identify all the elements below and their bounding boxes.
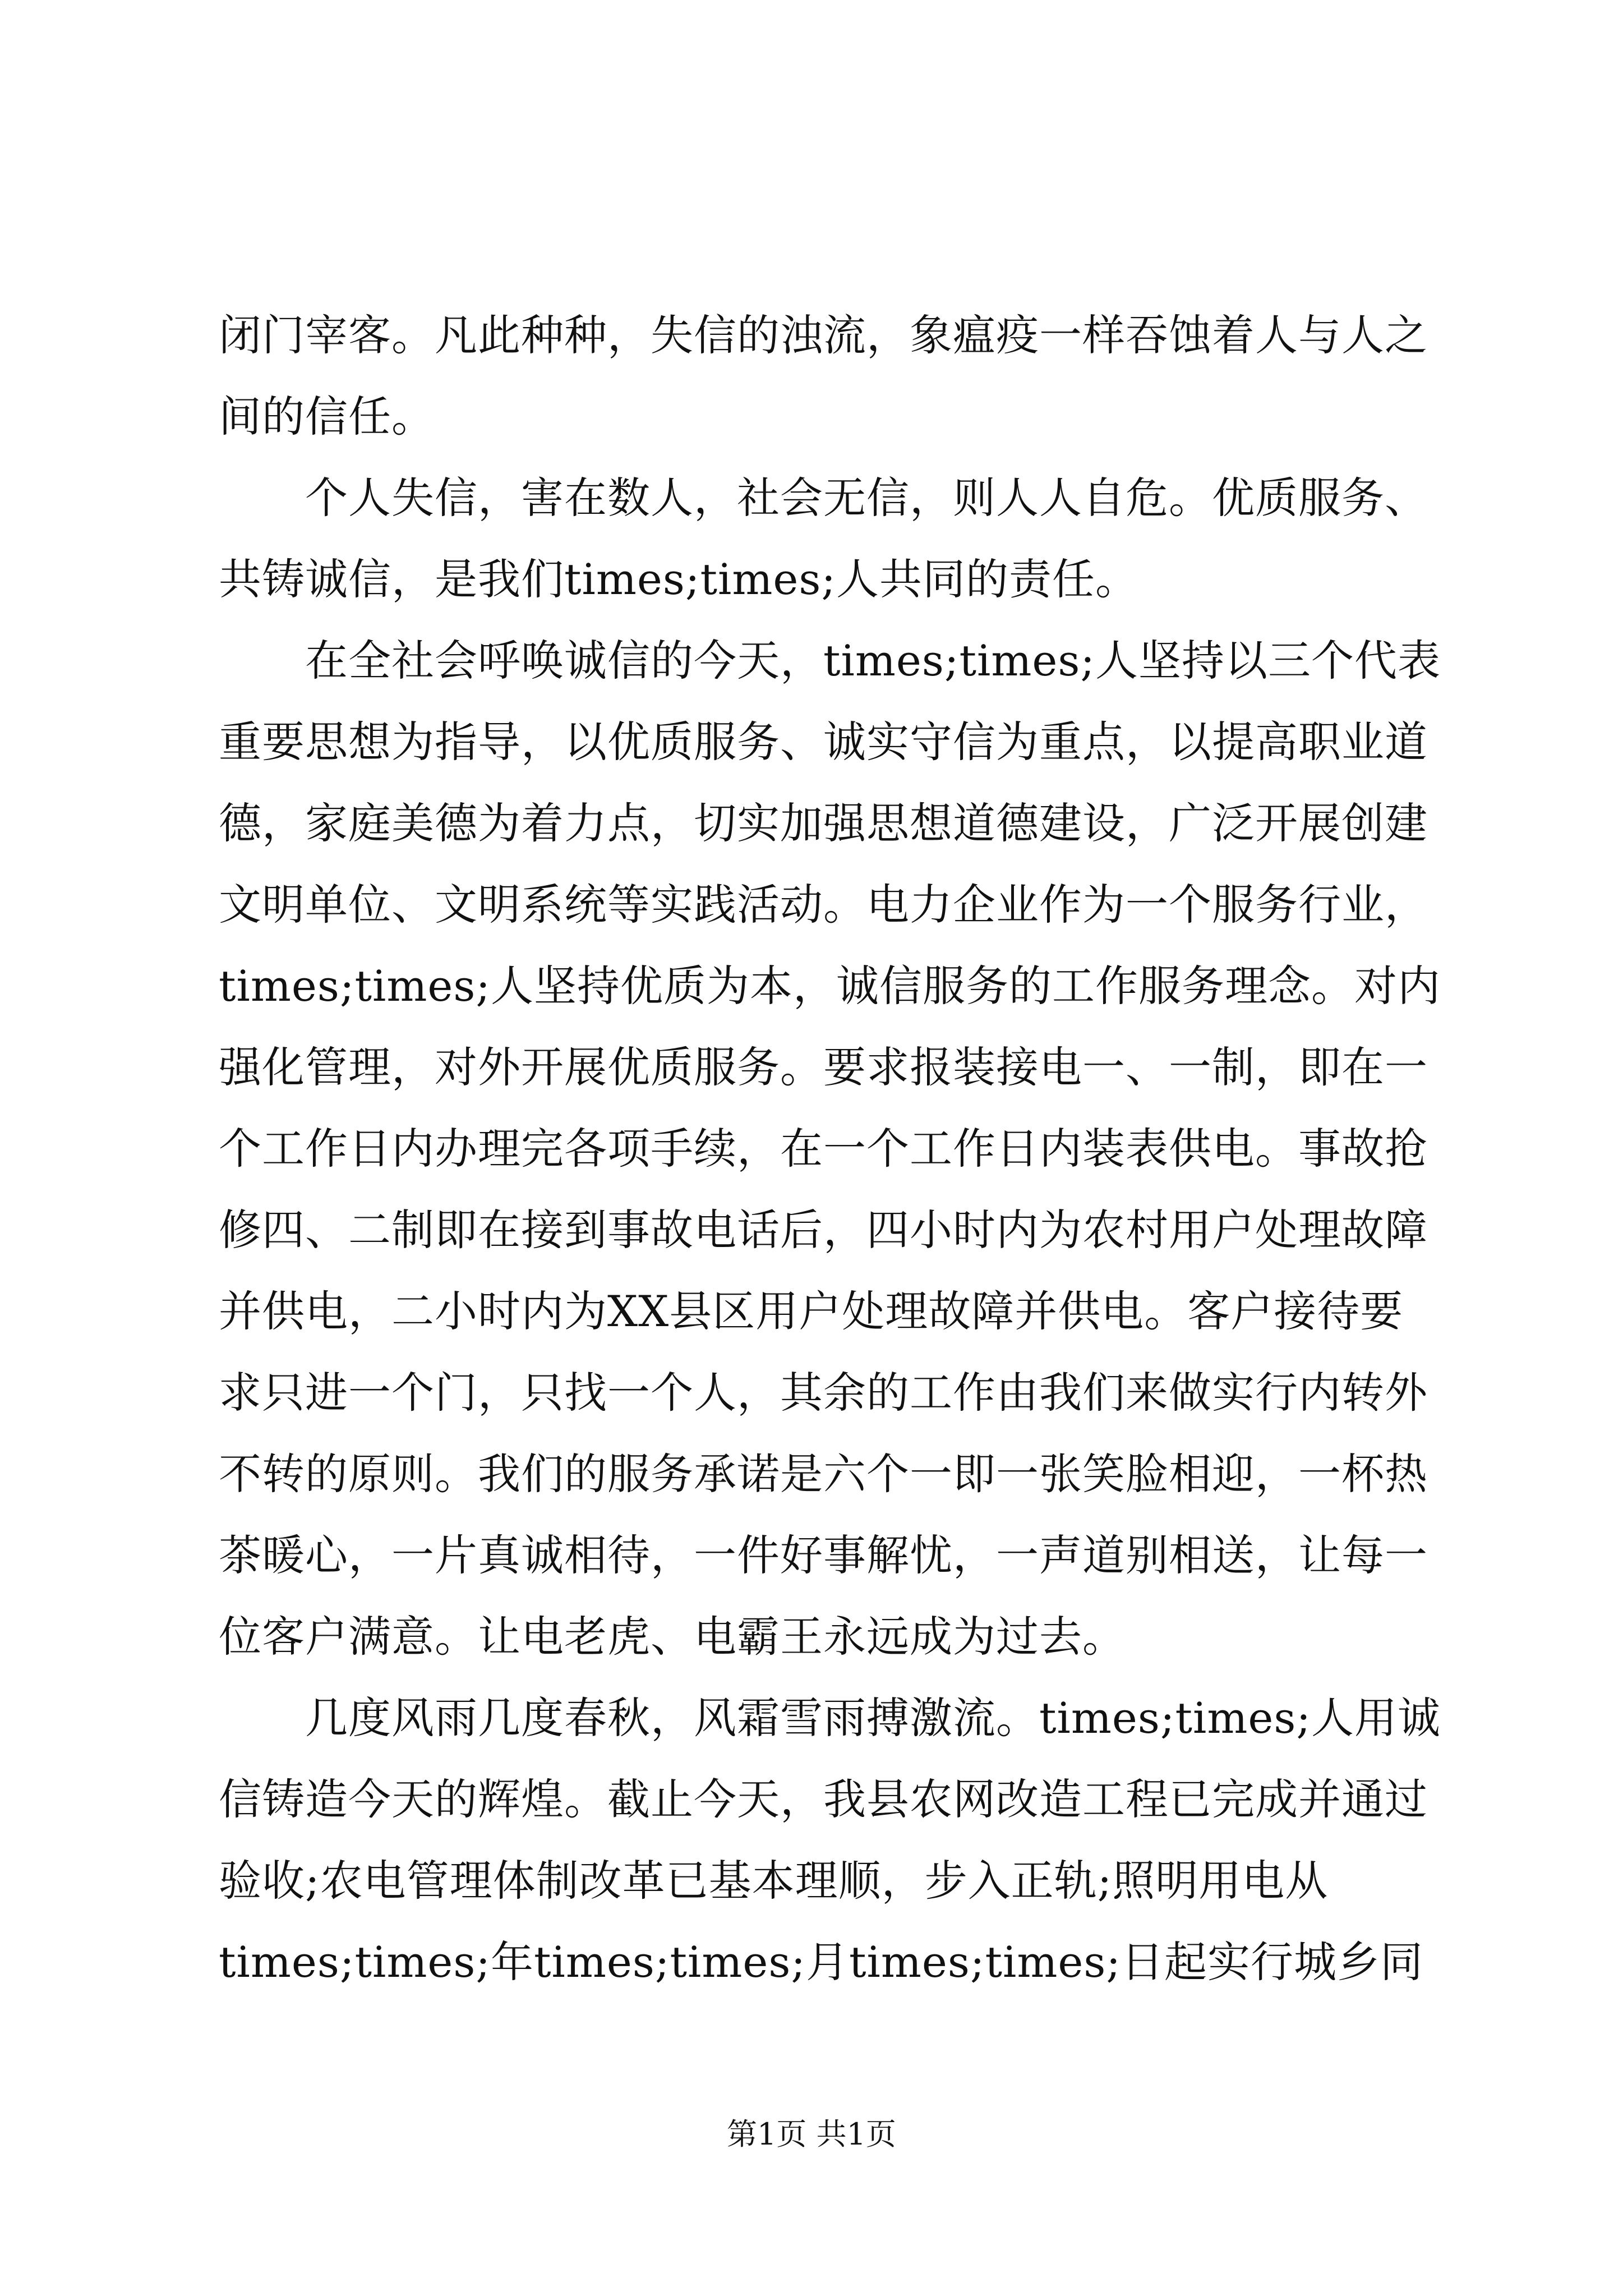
- text-line: 不转的原则。我们的服务承诺是六个一即一张笑脸相迎，一杯热: [219, 1449, 1428, 1499]
- text-line: 在全社会呼唤诚信的今天，times;times;人坚持以三个代表: [219, 636, 1441, 685]
- text-line: 闭门宰客。凡此种种，失信的浊流，象瘟疫一样吞蚀着人与人之: [219, 310, 1428, 360]
- text-line: 几度风雨几度春秋，风霜雪雨搏激流。times;times;人用诚: [219, 1693, 1441, 1743]
- text-line: times;times;年times;times;月times;times;日起实行城乡同: [219, 1937, 1423, 1987]
- text-line: 并供电，二小时内为XX县区用户处理故障并供电。客户接待要: [219, 1286, 1404, 1336]
- text-line: 验收;农电管理体制改革已基本理顺，步入正轨;照明用电从: [219, 1856, 1329, 1906]
- text-line: 个人失信，害在数人，社会无信，则人人自危。优质服务、: [219, 473, 1428, 523]
- text-line: 信铸造今天的辉煌。截止今天，我县农网改造工程已完成并通过: [219, 1774, 1428, 1824]
- text-line: 个工作日内办理完各项手续，在一个工作日内装表供电。事故抢: [219, 1124, 1428, 1174]
- text-line: 求只进一个门，只找一个人，其余的工作由我们来做实行内转外: [219, 1368, 1428, 1418]
- text-line: 茶暖心，一片真诚相待，一件好事解忧，一声道别相送，让每一: [219, 1530, 1428, 1580]
- text-line: 位客户满意。让电老虎、电霸王永远成为过去。: [219, 1612, 1126, 1662]
- text-line: 德，家庭美德为着力点，切实加强思想道德建设，广泛开展创建: [219, 798, 1428, 848]
- text-line: 间的信任。: [219, 392, 435, 441]
- text-line: 强化管理，对外开展优质服务。要求报装接电一、一制，即在一: [219, 1042, 1428, 1092]
- text-line: 修四、二制即在接到事故电话后，四小时内为农村用户处理故障: [219, 1205, 1428, 1255]
- text-line: 共铸诚信，是我们times;times;人共同的责任。: [219, 554, 1138, 604]
- body-text: [219, 295, 1441, 2003]
- page-footer: 第1页 共1页: [727, 2116, 896, 2152]
- text-line: times;times;人坚持优质为本，诚信服务的工作服务理念。对内: [219, 961, 1441, 1011]
- text-line: 重要思想为指导，以优质服务、诚实守信为重点，以提高职业道: [219, 717, 1428, 767]
- text-line: 文明单位、文明系统等实践活动。电力企业作为一个服务行业，: [219, 880, 1428, 930]
